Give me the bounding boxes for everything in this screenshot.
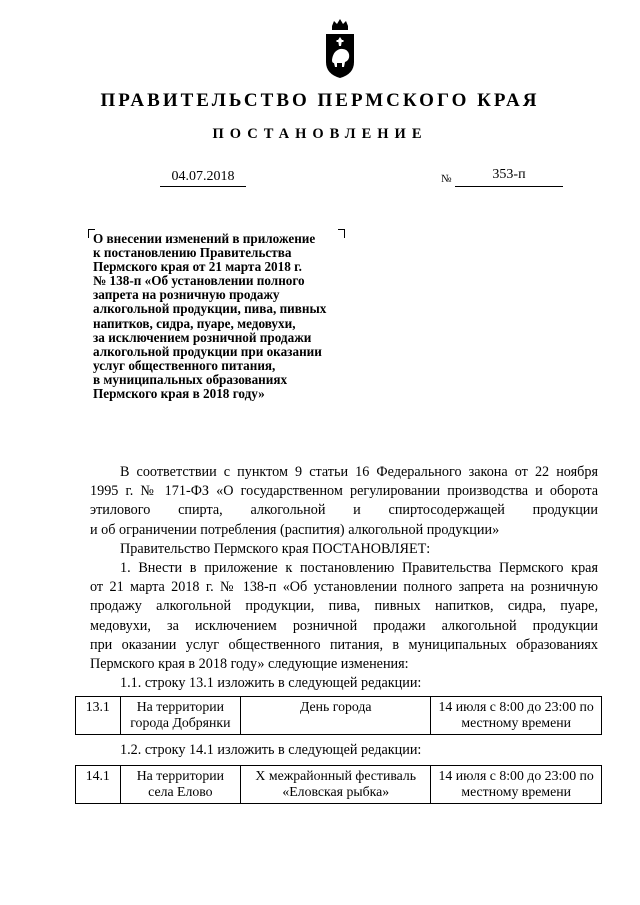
table-row-14-1: [75, 765, 602, 804]
subject-line: О внесении изменений в приложение: [93, 231, 316, 246]
intro-line: В соответствии с пунктом 9 статьи 16 Федерального закона от 22 ноября: [120, 464, 598, 480]
subject-line: алкогольной продукции, пива, пивных: [93, 301, 327, 317]
row-number-cell: 13.1: [76, 697, 121, 735]
subject-line: услуг общественного питания,: [93, 357, 276, 373]
document-type-title: ПОСТАНОВЛЕНИЕ: [212, 126, 428, 142]
row-number-cell: 14.1: [76, 766, 121, 804]
subject-line: в муниципальных образованиях: [93, 371, 288, 387]
document-number: 353-п: [455, 167, 563, 187]
intro-line: 1995 г. № 171-ФЗ «О государственном регулировании производства и оборота: [90, 483, 598, 500]
subject-line: № 138-п «Об установлении полного: [93, 273, 305, 289]
intro-line: этилового спирта, алкогольной и спиртосодержащей продукции: [90, 502, 598, 519]
territory-cell: На территории города Добрянки: [120, 697, 241, 735]
subject-line: Пермского края в 2018 году»: [93, 386, 265, 402]
intro-line: и об ограничении потребления (распития) алкогольной продукции»: [90, 521, 500, 538]
item-1-line: продажу алкогольной продукции, пива, пивных напитков, сидра, пуаре,: [90, 598, 598, 615]
subject-line: напитков, сидра, пуаре, медовухи,: [93, 315, 296, 331]
subject-block: [93, 232, 363, 401]
territory-cell: На территории села Елово: [120, 766, 241, 804]
item-1-line: от 21 марта 2018 г. № 138-п «Об установлении полного запрета на розничную: [90, 579, 598, 596]
table-row-13-1: [75, 696, 602, 735]
item-1-line: при оказании услуг общественного питания, в муниципальных образованиях: [90, 636, 598, 653]
document-date: 04.07.2018: [160, 169, 246, 187]
item-1-line: 1. Внести в приложение к постановлению Правительства Пермского края: [120, 560, 598, 576]
intro-paragraph: [90, 463, 598, 540]
item-1-2-paragraph: 1.2. строку 14.1 изложить в следующей редакции:: [120, 742, 422, 758]
time-cell: 14 июля с 8:00 до 23:00 по местному времени: [431, 697, 602, 735]
subject-line: Пермского края от 21 марта 2018 г.: [93, 259, 302, 275]
event-cell: X межрайонный фестиваль «Еловская рыбка»: [241, 766, 431, 804]
subject-line: алкогольной продукции при оказании: [93, 343, 322, 359]
item-1-line: медовухи, за исключением розничной продажи алкогольной продукции: [90, 617, 598, 634]
item-1-line: Пермского края в 2018 году» следующие изменения:: [90, 656, 409, 673]
item-1-paragraph: [90, 559, 598, 674]
number-sign: №: [441, 173, 452, 185]
event-cell: День города: [241, 697, 431, 735]
resolves-paragraph: Правительство Пермского края ПОСТАНОВЛЯЕТ:: [120, 541, 431, 557]
coat-of-arms-icon: [323, 18, 357, 80]
subject-line: запрета на розничную продажу: [93, 287, 280, 303]
item-1-1-paragraph: 1.1. строку 13.1 изложить в следующей редакции:: [120, 675, 422, 691]
time-cell: 14 июля с 8:00 до 23:00 по местному времени: [431, 766, 602, 804]
subject-line: за исключением розничной продажи: [93, 329, 312, 345]
subject-line: к постановлению Правительства: [93, 245, 292, 261]
government-title: ПРАВИТЕЛЬСТВО ПЕРМСКОГО КРАЯ: [100, 90, 540, 111]
